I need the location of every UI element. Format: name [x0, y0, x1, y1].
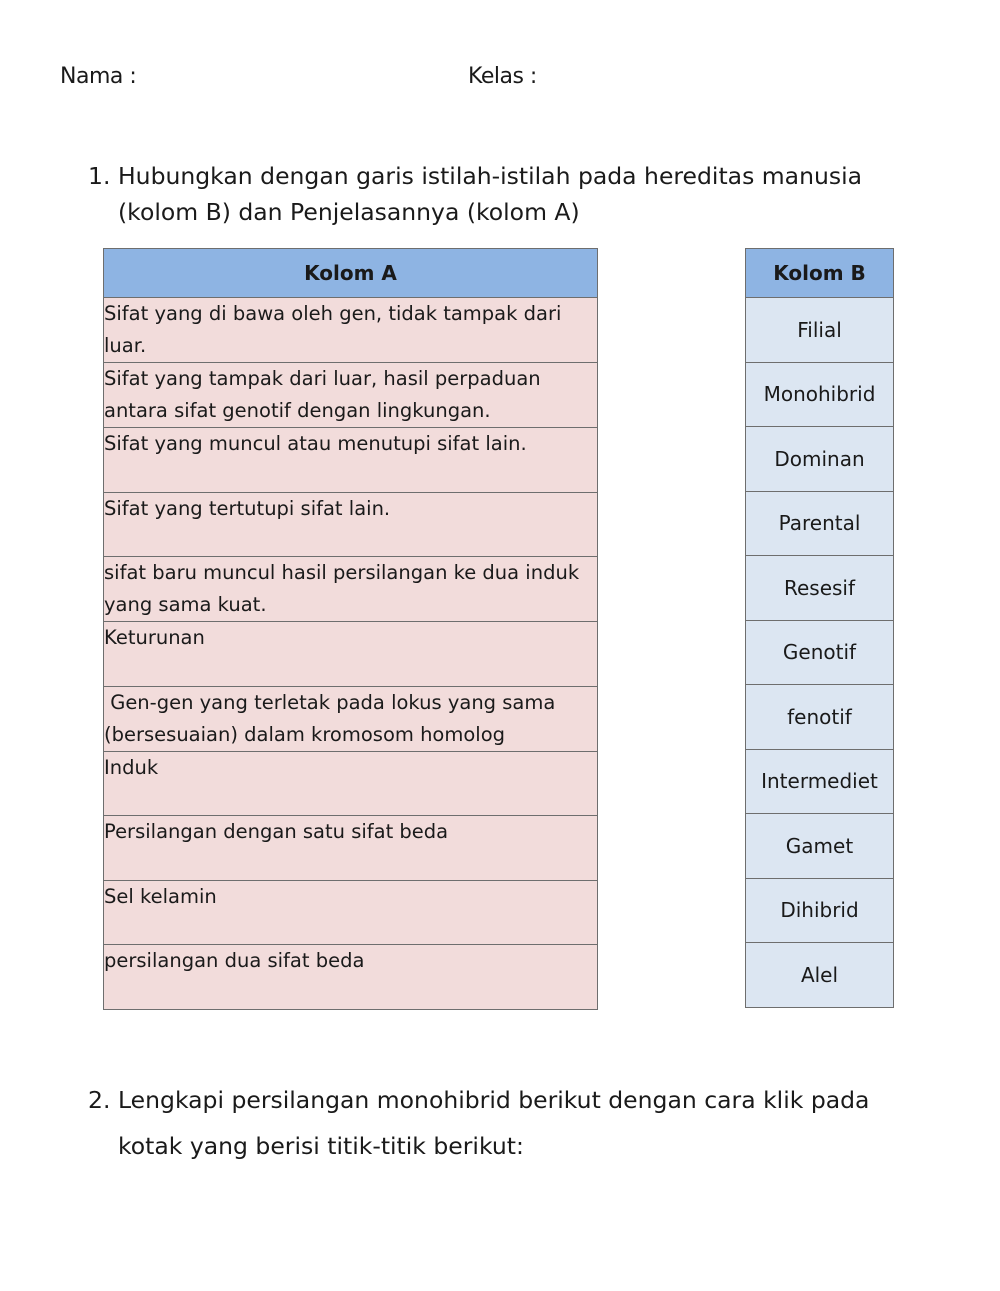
kolom-b-table [745, 248, 894, 1008]
kolom-b-item[interactable]: Genotif [746, 620, 894, 685]
kolom-a-header: Kolom A [104, 249, 598, 298]
question-2 [88, 1077, 908, 1169]
kolom-a-item[interactable]: Sifat yang tampak dari luar, hasil perpaduan antara sifat genotif dengan lingkungan. [104, 363, 598, 428]
kolom-b-item[interactable]: fenotif [746, 685, 894, 750]
kolom-b-item[interactable]: Alel [746, 943, 894, 1008]
kolom-b-item[interactable]: Gamet [746, 814, 894, 879]
kolom-a-table [103, 248, 598, 1010]
kolom-a-item[interactable]: Sifat yang di bawa oleh gen, tidak tampak dari luar. [104, 298, 598, 363]
question-1 [88, 158, 908, 230]
question-2-number: 2. [88, 1086, 111, 1114]
kolom-a-item[interactable]: Sel kelamin [104, 880, 598, 945]
kolom-b-item[interactable]: Monohibrid [746, 362, 894, 427]
question-1-number: 1. [88, 162, 111, 190]
kolom-a-item[interactable]: Sifat yang tertutupi sifat lain. [104, 492, 598, 557]
question-2-text: Lengkapi persilangan monohibrid berikut dengan cara klik pada kotak yang berisi titik-titik berikut: [118, 1086, 870, 1160]
kolom-a-item[interactable]: Keturunan [104, 622, 598, 687]
kolom-b-item[interactable]: Parental [746, 491, 894, 556]
kolom-a-item[interactable]: persilangan dua sifat beda [104, 945, 598, 1010]
kolom-a-item[interactable]: Gen-gen yang terletak pada lokus yang sama (bersesuaian) dalam kromosom homolog [104, 686, 598, 751]
kolom-b-header: Kolom B [746, 249, 894, 298]
kolom-b-item[interactable]: Dihibrid [746, 878, 894, 943]
kolom-a-item[interactable]: Induk [104, 751, 598, 816]
kolom-a-item[interactable]: Persilangan dengan satu sifat beda [104, 816, 598, 881]
kelas-label: Kelas : [468, 64, 537, 89]
kolom-a-item[interactable]: sifat baru muncul hasil persilangan ke dua induk yang sama kuat. [104, 557, 598, 622]
question-1-text: Hubungkan dengan garis istilah-istilah pada hereditas manusia (kolom B) dan Penjelasannya (kolom A) [118, 162, 863, 226]
kolom-b-item[interactable]: Intermediet [746, 749, 894, 814]
kolom-b-item[interactable]: Resesif [746, 556, 894, 621]
kolom-b-item[interactable]: Dominan [746, 427, 894, 492]
nama-label: Nama : [60, 64, 137, 89]
kolom-b-item[interactable]: Filial [746, 298, 894, 363]
kolom-a-item[interactable]: Sifat yang muncul atau menutupi sifat lain. [104, 428, 598, 493]
